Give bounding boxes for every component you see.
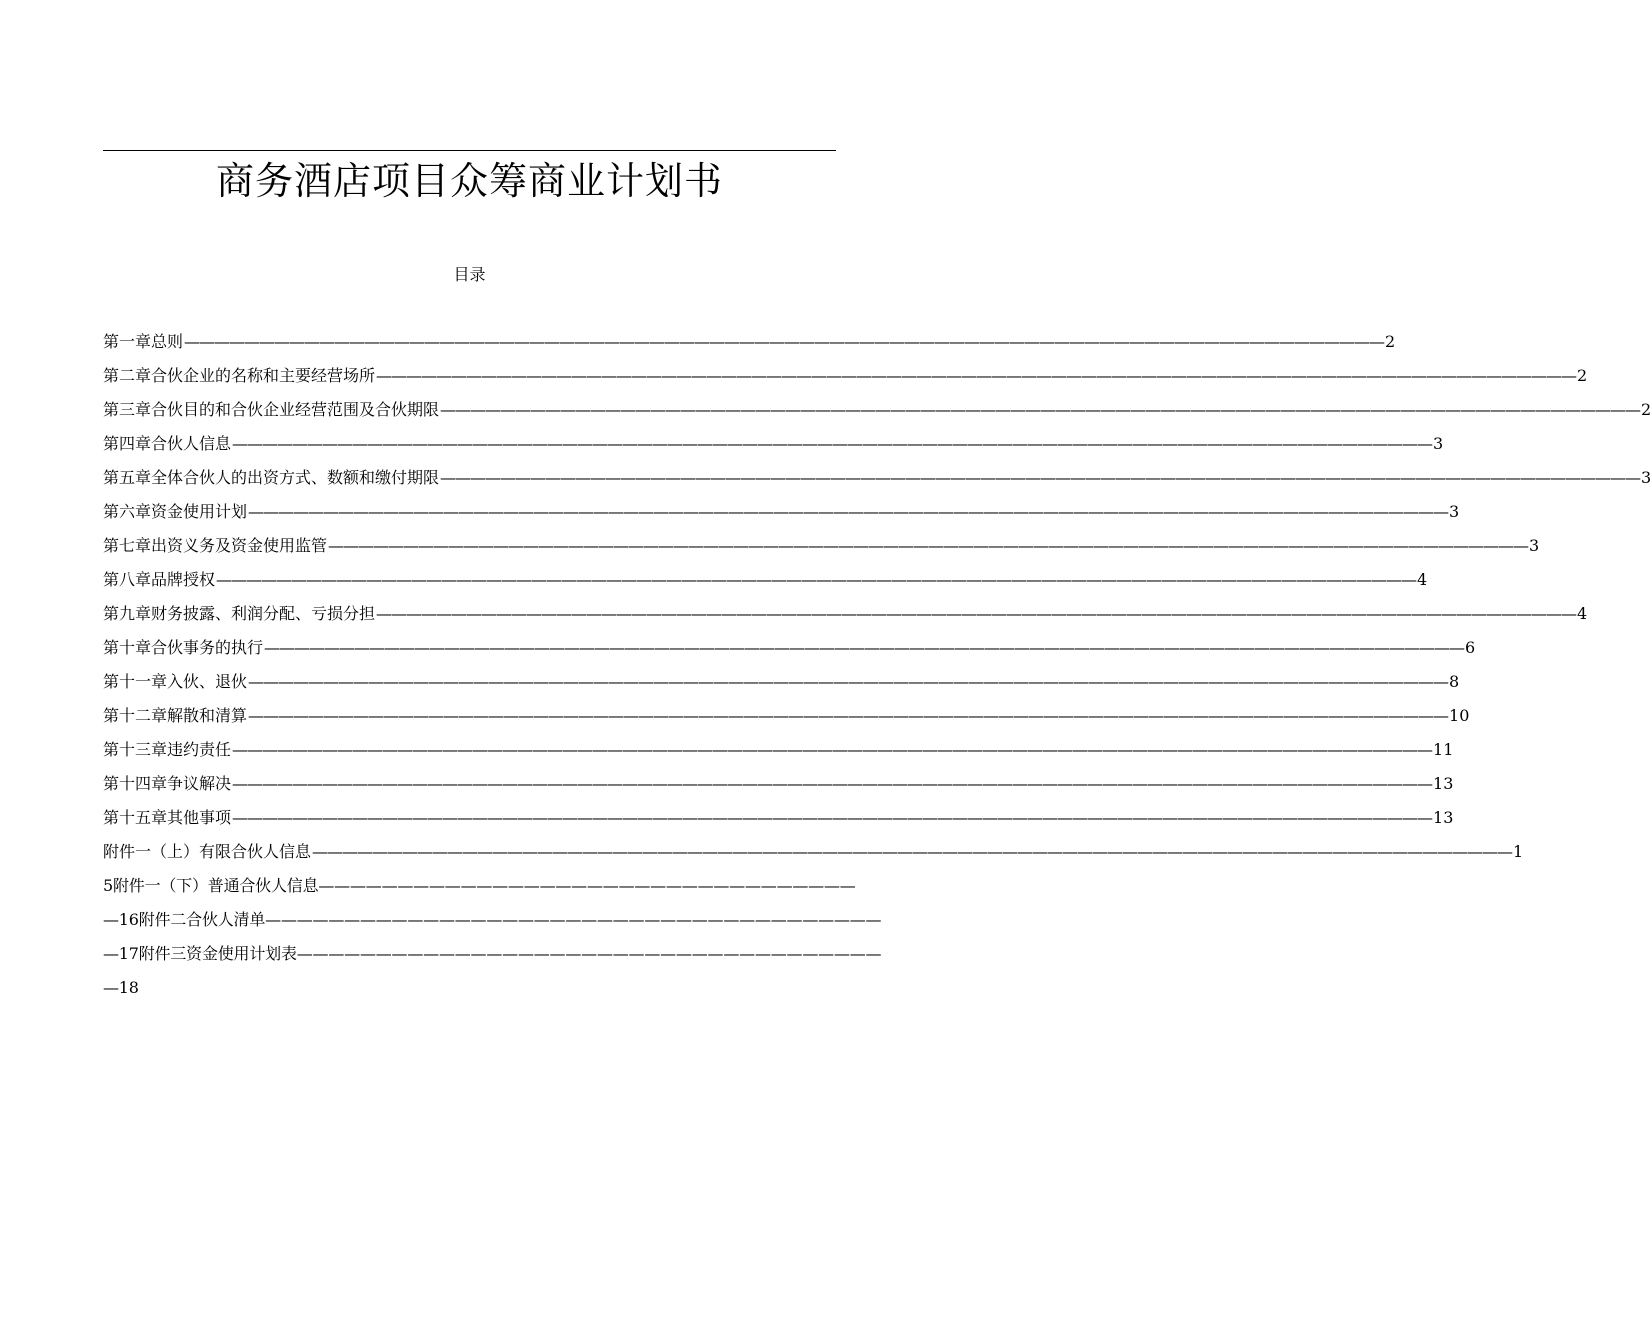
toc-entry-page-number: 3 [1641, 468, 1651, 487]
toc-entry-page-number: 4 [1577, 604, 1588, 623]
toc-entry [103, 397, 1651, 431]
toc-entry-page-number: 8 [1449, 672, 1460, 691]
toc-wrapped-line: —16附件二合伙人清单——————————————————————————————————————— [103, 910, 882, 929]
toc-entry-page-number: 3 [1529, 536, 1540, 555]
table-of-contents [103, 329, 1651, 1009]
toc-entry [103, 635, 1476, 669]
toc-entry-page-number: 11 [1433, 740, 1454, 759]
toc-entry-page-number: 3 [1433, 434, 1444, 453]
toc-entry-label: 第七章出资义务及资金使用监管 [103, 536, 328, 555]
toc-entry-label: 第三章合伙目的和合伙企业经营范围及合伙期限 [103, 400, 440, 419]
toc-entry-label: 第十四章争议解决 [103, 774, 232, 793]
toc-dash-leader: ———————————————————————————————————————————————————————————————————————————————— [440, 400, 1641, 419]
toc-entry-label: 第四章合伙人信息 [103, 434, 232, 453]
toc-entry-page-number: 6 [1465, 638, 1476, 657]
toc-dash-leader: ———————————————————————————————————————————————————————————————————————————————— [248, 706, 1449, 725]
toc-dash-leader: ———————————————————————————————————————————————————————————————————————————————— [232, 434, 1433, 453]
toc-entry-label: 第五章全体合伙人的出资方式、数额和缴付期限 [103, 468, 440, 487]
toc-entry [103, 805, 1454, 839]
toc-entry [103, 839, 1524, 873]
toc-dash-leader: ———————————————————————————————————————————————————————————————————————————————— [376, 604, 1577, 623]
toc-entry-page-number: 2 [1577, 366, 1588, 385]
toc-wrapped-line: —18 [103, 978, 139, 997]
toc-entry-label: 第一章总则 [103, 332, 184, 351]
toc-dash-leader: ———————————————————————————————————————————————————————————————————————————————— [264, 638, 1465, 657]
toc-entry-label: 第六章资金使用计划 [103, 502, 248, 521]
toc-entry-label: 第九章财务披露、利润分配、亏损分担 [103, 604, 376, 623]
toc-entry-page-number: 1 [1513, 842, 1524, 861]
toc-dash-leader: ———————————————————————————————————————————————————————————————————————————————— [248, 502, 1449, 521]
toc-entry [103, 601, 1588, 635]
toc-entry [103, 499, 1460, 533]
toc-dash-leader: ———————————————————————————————————————————————————————————————————————————————— [440, 468, 1641, 487]
toc-entry [103, 329, 1396, 363]
toc-wrapped-line: —17附件三资金使用计划表————————————————————————————————————— [103, 944, 882, 963]
toc-entry [103, 771, 1454, 805]
toc-entry-label: 第十五章其他事项 [103, 808, 232, 827]
toc-entry-label: 第十一章入伙、退伙 [103, 672, 248, 691]
toc-entry-page-number: 10 [1449, 706, 1470, 725]
toc-entry-page-number: 13 [1433, 808, 1454, 827]
toc-entry-page-number: 2 [1641, 400, 1651, 419]
toc-heading: 目录 [453, 265, 486, 284]
toc-dash-leader: ———————————————————————————————————————————————————————————————————————————————— [184, 332, 1385, 351]
toc-entry [103, 533, 1540, 567]
toc-dash-leader: ———————————————————————————————————————————————————————————————————————————————— [328, 536, 1529, 555]
toc-dash-leader: ———————————————————————————————————————————————————————————————————————————————— [232, 808, 1433, 827]
toc-dash-leader: ———————————————————————————————————————————————————————————————————————————————— [312, 842, 1513, 861]
toc-wrapped-line: 5附件一（下）普通合伙人信息—————————————————————————————————— [103, 876, 856, 895]
toc-entry [103, 431, 1444, 465]
toc-entry-page-number: 2 [1385, 332, 1396, 351]
toc-entry-page-number: 4 [1417, 570, 1428, 589]
toc-dash-leader: ———————————————————————————————————————————————————————————————————————————————— [376, 366, 1577, 385]
toc-entry-label: 第十三章违约责任 [103, 740, 232, 759]
toc-entry [103, 703, 1470, 737]
toc-entry-label: 第十章合伙事务的执行 [103, 638, 264, 657]
toc-entry-label: 第八章品牌授权 [103, 570, 216, 589]
toc-entry-page-number: 3 [1449, 502, 1460, 521]
toc-entry [103, 737, 1454, 771]
toc-entry-page-number: 13 [1433, 774, 1454, 793]
toc-entry-label: 附件一（上）有限合伙人信息 [103, 842, 312, 861]
toc-entry-label: 第十二章解散和清算 [103, 706, 248, 725]
toc-dash-leader: ———————————————————————————————————————————————————————————————————————————————— [232, 774, 1433, 793]
toc-entry [103, 669, 1460, 703]
header-rule [103, 150, 836, 151]
toc-dash-leader: ———————————————————————————————————————————————————————————————————————————————— [248, 672, 1449, 691]
toc-entry [103, 465, 1651, 499]
toc-dash-leader: ———————————————————————————————————————————————————————————————————————————————— [216, 570, 1417, 589]
toc-entry [103, 363, 1588, 397]
toc-entry [103, 567, 1428, 601]
document-title: 商务酒店项目众筹商业计划书 [215, 159, 723, 203]
toc-entry-label: 第二章合伙企业的名称和主要经营场所 [103, 366, 376, 385]
toc-dash-leader: ———————————————————————————————————————————————————————————————————————————————— [232, 740, 1433, 759]
